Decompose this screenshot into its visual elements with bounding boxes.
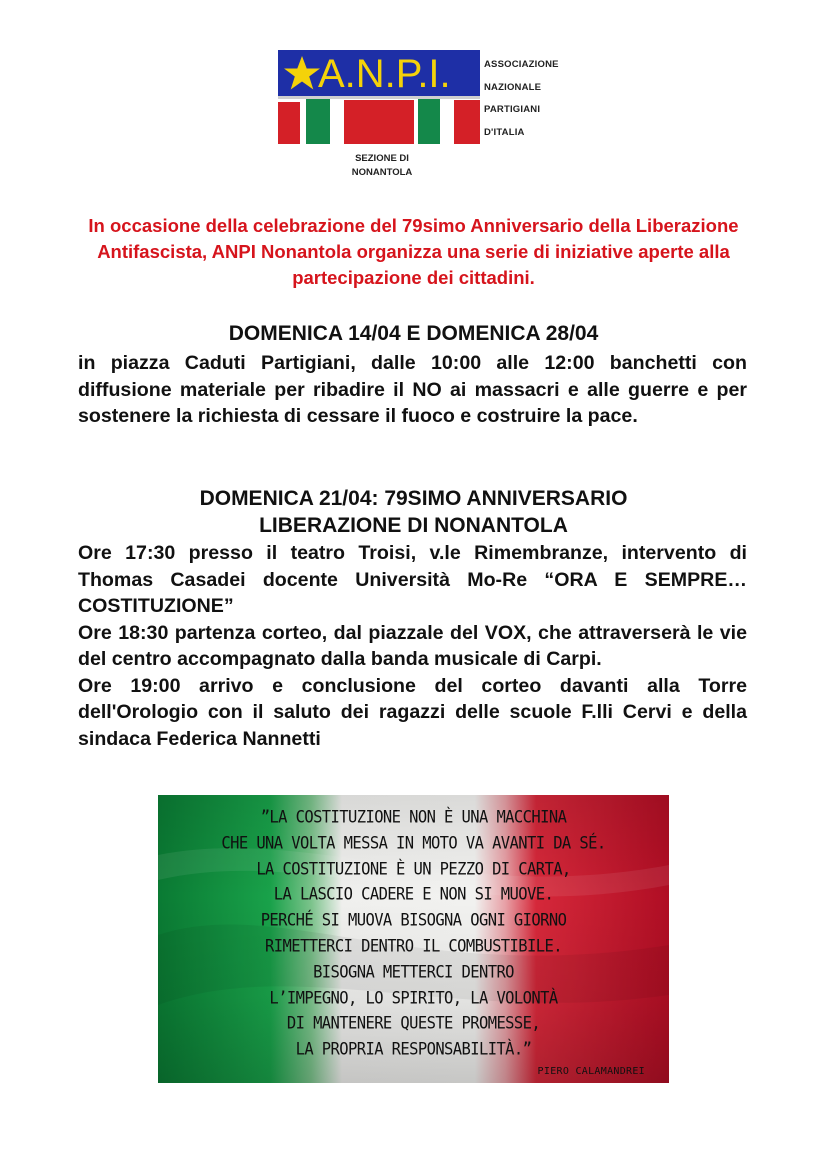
logo-side-line: PARTIGIANI (484, 104, 541, 115)
section2-body (78, 540, 747, 752)
quote-line: DI MANTENERE QUESTE PROMESSE, (286, 1013, 541, 1034)
flag-quote-image (158, 795, 669, 1083)
logo-banner (278, 50, 480, 96)
quote-line: ”LA COSTITUZIONE NON È UNA MACCHINA (260, 807, 567, 827)
quote-line: CHE UNA VOLTA MESSA IN MOTO VA AVANTI DA SÉ. (221, 833, 606, 853)
event-item: Ore 18:30 partenza corteo, dal piazzale del VOX, che attraverserà le vie del centro accompagnato dalla banda musicale di Carpi. (78, 621, 747, 670)
logo-letters: A.N.P.I. (318, 52, 451, 96)
star-icon (282, 53, 322, 93)
section1-body: in piazza Caduti Partigiani, dalle 10:00 alle 12:00 banchetti con diffusione materiale per ribadire il NO ai massacri e alle guerre e per sostenere la richiesta di cessare il fuoco e costruire la pace. (78, 352, 747, 427)
event-item: Ore 17:30 presso il teatro Troisi, v.le Rimembranze, intervento di Thomas Casadei docente Università Mo-Re “ORA E SEMPRE… COSTITUZIONE” (78, 542, 747, 617)
logo-side-text (484, 54, 559, 144)
quote-line: LA PROPRIA RESPONSABILITÀ.” (295, 1039, 532, 1059)
quote-line: L’IMPEGNO, LO SPIRITO, LA VOLONTÀ (269, 987, 558, 1008)
quote-line: LA LASCIO CADERE E NON SI MUOVE. (273, 884, 554, 905)
logo-section-line: NONANTOLA (351, 167, 413, 178)
logo-section-line: SEZIONE DI (355, 153, 409, 164)
quote-line: LA COSTITUZIONE È UN PEZZO DI CARTA, (256, 858, 571, 879)
quote-line: PERCHÉ SI MUOVA BISOGNA OGNI GIORNO (260, 910, 567, 930)
section1-heading: DOMENICA 14/04 E DOMENICA 28/04 (228, 322, 599, 345)
logo-section-text (342, 152, 422, 180)
logo-side-line: NAZIONALE (484, 81, 542, 93)
quote-text (158, 805, 669, 1063)
quote-line: BISOGNA METTERCI DENTRO (313, 961, 514, 982)
intro-text: In occasione della celebrazione del 79simo Anniversario della Liberazione Antifascista, ANPI Nonantola organizza una serie di iniziative aperte alla partecipazione dei cittadini. (88, 215, 739, 288)
section2-heading-line2: LIBERAZIONE DI NONANTOLA (259, 514, 568, 537)
quote-author: PIERO CALAMANDREI (537, 1066, 645, 1077)
logo-side-line: D'ITALIA (484, 126, 525, 138)
logo-side-line: ASSOCIAZIONE (484, 59, 559, 70)
section2-heading-line1: DOMENICA 21/04: 79SIMO ANNIVERSARIO (199, 487, 628, 510)
anpi-logo (278, 50, 578, 190)
event-item: Ore 19:00 arrivo e conclusione del corteo davanti alla Torre dell'Orologio con il saluto dei ragazzi delle scuole F.lli Cervi e della sindaca Federica Nannetti (78, 674, 747, 750)
tricolor-bars-icon (278, 96, 480, 144)
quote-line: RIMETTERCI DENTRO IL COMBUSTIBILE. (265, 936, 562, 956)
